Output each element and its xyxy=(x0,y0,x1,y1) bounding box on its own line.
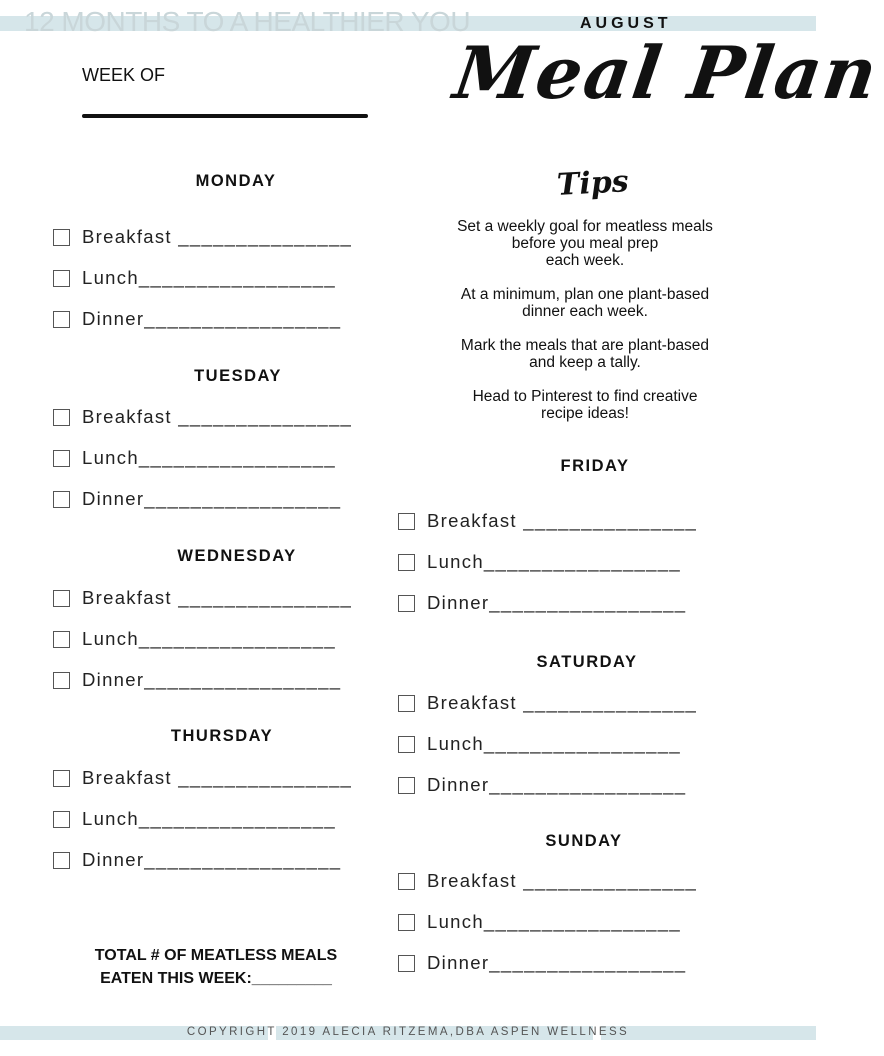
day-heading-tuesday: TUESDAY xyxy=(194,367,282,385)
checkbox[interactable] xyxy=(53,311,70,328)
meal-label: Dinner_________________ xyxy=(427,774,687,795)
copyright-text: COPYRIGHT 2019 ALECIA RITZEMA,DBA ASPEN WELLNESS xyxy=(186,1026,630,1038)
meal-label: Breakfast _______________ xyxy=(82,767,353,788)
meal-row-friday-dinner xyxy=(398,592,686,614)
meal-label: Breakfast _______________ xyxy=(82,406,353,427)
week-of-label: WEEK OF xyxy=(82,65,166,85)
meal-label: Lunch_________________ xyxy=(82,447,336,468)
meal-row-wednesday-breakfast xyxy=(53,587,352,609)
tip-item: Head to Pinterest to find creative recipe ideas! xyxy=(472,388,698,422)
checkbox[interactable] xyxy=(53,409,70,426)
meal-row-saturday-lunch xyxy=(398,733,681,755)
meal-label: Lunch_________________ xyxy=(427,911,681,932)
meal-row-thursday-lunch xyxy=(53,808,336,830)
checkbox[interactable] xyxy=(398,595,415,612)
meal-row-wednesday-dinner xyxy=(53,669,341,691)
checkbox[interactable] xyxy=(53,672,70,689)
meal-row-saturday-breakfast xyxy=(398,692,697,714)
meal-row-thursday-dinner xyxy=(53,849,341,871)
meal-label: Dinner_________________ xyxy=(427,952,687,973)
meal-row-tuesday-dinner xyxy=(53,488,341,510)
meal-label: Breakfast _______________ xyxy=(427,692,698,713)
tips-list xyxy=(440,218,730,439)
program-banner: 12 MONTHS TO A HEALTHIER YOU xyxy=(24,6,471,37)
meal-label: Lunch_________________ xyxy=(427,733,681,754)
meal-row-friday-breakfast xyxy=(398,510,697,532)
meal-row-monday-breakfast xyxy=(53,226,352,248)
day-heading-saturday: SATURDAY xyxy=(536,653,638,671)
meal-label: Dinner_________________ xyxy=(82,669,342,690)
meal-label: Lunch_________________ xyxy=(82,628,336,649)
meal-row-sunday-breakfast xyxy=(398,870,697,892)
checkbox[interactable] xyxy=(398,695,415,712)
checkbox[interactable] xyxy=(53,852,70,869)
meal-label: Dinner_________________ xyxy=(82,849,342,870)
meal-row-tuesday-lunch xyxy=(53,447,336,469)
checkbox[interactable] xyxy=(398,914,415,931)
checkbox[interactable] xyxy=(53,590,70,607)
checkbox[interactable] xyxy=(398,554,415,571)
meal-label: Breakfast _______________ xyxy=(427,870,698,891)
day-heading-monday: MONDAY xyxy=(195,172,277,190)
meal-row-saturday-dinner xyxy=(398,774,686,796)
meal-row-sunday-lunch xyxy=(398,911,681,933)
checkbox[interactable] xyxy=(53,631,70,648)
day-heading-thursday: THURSDAY xyxy=(170,727,274,745)
week-of-field[interactable] xyxy=(82,114,368,118)
tip-item: Mark the meals that are plant-based and keep a tally. xyxy=(460,337,710,371)
meal-row-friday-lunch xyxy=(398,551,681,573)
total-line-1: TOTAL # OF MEATLESS MEALS xyxy=(94,947,338,964)
meal-label: Breakfast _______________ xyxy=(427,510,698,531)
meal-row-monday-dinner xyxy=(53,308,341,330)
checkbox[interactable] xyxy=(53,491,70,508)
checkbox[interactable] xyxy=(53,270,70,287)
checkbox[interactable] xyxy=(398,513,415,530)
meal-label: Lunch_________________ xyxy=(427,551,681,572)
meal-label: Lunch_________________ xyxy=(82,267,336,288)
day-heading-wednesday: WEDNESDAY xyxy=(177,547,297,565)
meal-label: Dinner_________________ xyxy=(82,308,342,329)
checkbox[interactable] xyxy=(53,811,70,828)
day-heading-friday: FRIDAY xyxy=(560,457,630,475)
meal-label: Dinner_________________ xyxy=(82,488,342,509)
tip-item: Set a weekly goal for meatless meals before you meal prep each week. xyxy=(457,218,713,269)
meal-label: Lunch_________________ xyxy=(82,808,336,829)
checkbox[interactable] xyxy=(53,229,70,246)
month-label: AUGUST xyxy=(580,15,672,32)
checkbox[interactable] xyxy=(398,777,415,794)
meal-label: Breakfast _______________ xyxy=(82,226,353,247)
tips-title: Tips xyxy=(556,164,630,203)
checkbox[interactable] xyxy=(53,770,70,787)
meal-label: Breakfast _______________ xyxy=(82,587,353,608)
checkbox[interactable] xyxy=(398,873,415,890)
page-title: Meal Plan xyxy=(449,30,884,115)
checkbox[interactable] xyxy=(398,736,415,753)
total-line-2[interactable]: EATEN THIS WEEK:_________ xyxy=(100,970,332,987)
meal-label: Dinner_________________ xyxy=(427,592,687,613)
meatless-total xyxy=(84,944,348,990)
meal-row-wednesday-lunch xyxy=(53,628,336,650)
meal-row-sunday-dinner xyxy=(398,952,686,974)
tip-item: At a minimum, plan one plant-based dinner each week. xyxy=(460,286,710,320)
checkbox[interactable] xyxy=(398,955,415,972)
meal-row-tuesday-breakfast xyxy=(53,406,352,428)
day-heading-sunday: SUNDAY xyxy=(545,832,623,850)
meal-row-monday-lunch xyxy=(53,267,336,289)
checkbox[interactable] xyxy=(53,450,70,467)
meal-row-thursday-breakfast xyxy=(53,767,352,789)
